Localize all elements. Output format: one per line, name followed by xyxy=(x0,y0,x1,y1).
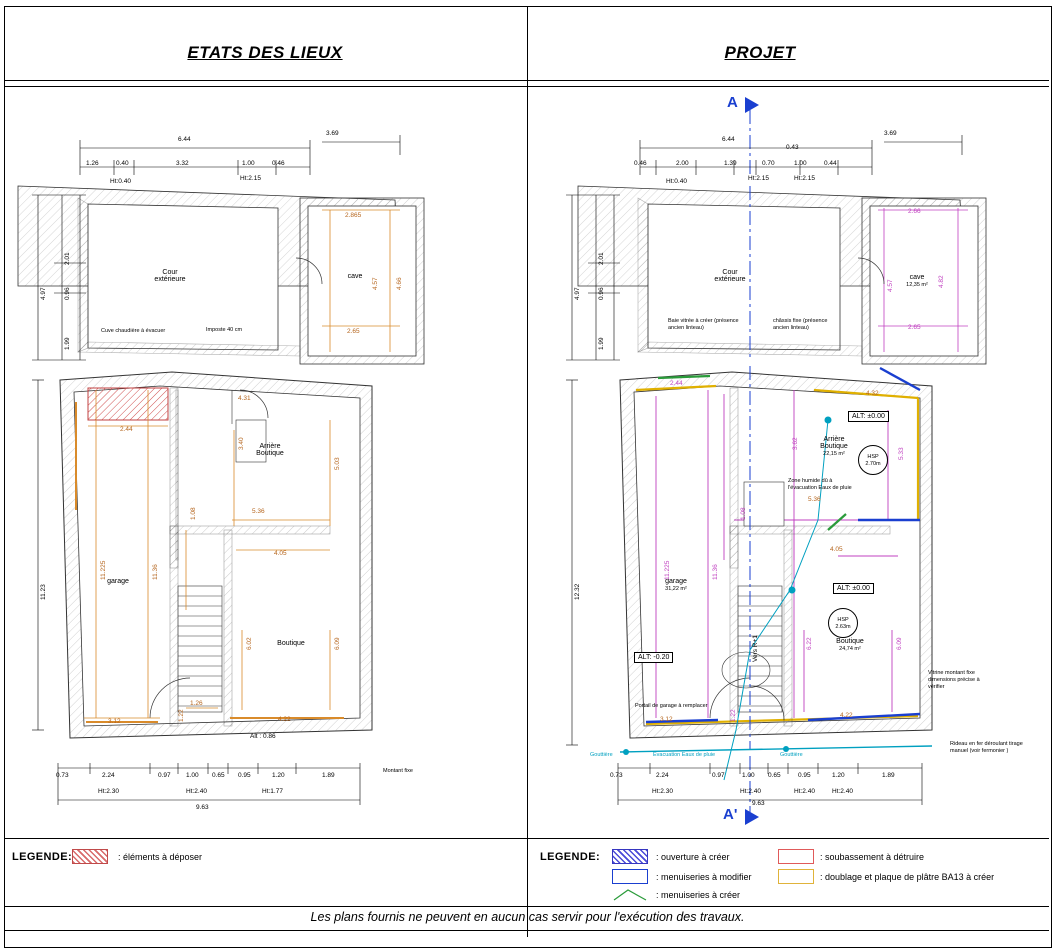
room-label-arriere-boutique: Arrière Boutique xyxy=(256,443,284,457)
note-gouttiere-left: Gouttière xyxy=(590,752,613,758)
r-dim-left-096: 0.96 xyxy=(598,287,605,300)
dim-alt-086: Alt : 0.86 xyxy=(250,733,276,740)
r-dim-int-312: 3.12 xyxy=(660,716,673,723)
r-dim-int-457: 4.57 xyxy=(887,279,894,292)
panel-title-right: PROJET xyxy=(724,43,796,62)
dim-b-100: 1.00 xyxy=(186,772,199,779)
r-dim-b-120: 1.20 xyxy=(832,772,845,779)
r-dim-b-ht240b: Ht:2.40 xyxy=(794,788,815,795)
r-dim-b-097: 0.97 xyxy=(712,772,725,779)
legend-swatch-menuiseries-a-creer xyxy=(612,888,648,902)
legend-text-ouverture-a-creer: : ouverture à créer xyxy=(656,852,730,862)
r-dim-int-244: 2.44 xyxy=(670,380,683,387)
hsp-badge-1: HSP 2.70m xyxy=(858,445,888,475)
hsp-badge-2: HSP 2.63m xyxy=(828,608,858,638)
r-dim-left-199: 1.99 xyxy=(598,337,605,350)
dim-int-466: 4.66 xyxy=(396,277,403,290)
r-dim-top-200: 2.00 xyxy=(676,160,689,167)
dim-top-126: 1.26 xyxy=(86,160,99,167)
room-label-cour-projet: Cour extérieure xyxy=(714,269,746,283)
r-dim-int-422: 4.22 xyxy=(840,712,853,719)
dim-ht-040: Ht:0.40 xyxy=(110,178,131,185)
legend-swatch-menuiseries-a-modifier xyxy=(612,869,648,884)
dim-int-244: 2.44 xyxy=(120,426,133,433)
dim-int-422: 4.22 xyxy=(278,716,291,723)
legend-label-right: LEGENDE: xyxy=(540,851,601,863)
dim-b-120: 1.20 xyxy=(272,772,285,779)
r-dim-int-432: 4.32 xyxy=(866,390,879,397)
dim-b-073: 0.73 xyxy=(56,772,69,779)
panel-title-left: ETATS DES LIEUX xyxy=(187,43,343,62)
r-dim-ht-215b: Ht:2.15 xyxy=(794,175,815,182)
dim-b-224: 2.24 xyxy=(102,772,115,779)
dim-left-201: 2.01 xyxy=(64,252,71,265)
r-dim-int-482: 4.82 xyxy=(938,275,945,288)
r-dim-top-644: 6.44 xyxy=(722,136,735,143)
dim-b-097: 0.97 xyxy=(158,772,171,779)
room-label-cour: Cour extérieure xyxy=(154,269,186,283)
dim-int-11225: 11.225 xyxy=(100,560,107,580)
legend-text-doublage-ba13: : doublage et plaque de plâtre BA13 à créer xyxy=(820,872,995,882)
legend-text-elements-a-deposer: : éléments à déposer xyxy=(118,852,203,862)
room-label-arriere-boutique-projet: Arrière Boutique 22,15 m² xyxy=(820,436,848,457)
r-dim-b-ht240c: Ht:2.40 xyxy=(832,788,853,795)
r-dim-left-1232: 12.32 xyxy=(574,583,581,600)
dim-left-199: 1.99 xyxy=(64,337,71,350)
note-vers-r1: Vers R+1 xyxy=(752,635,759,662)
legend-text-soubassement-a-detruire: : soubassement à détruire xyxy=(820,852,925,862)
dim-int-265: 2.65 xyxy=(347,328,360,335)
section-marker-a: A xyxy=(727,94,738,111)
dim-int-126: 1.26 xyxy=(190,700,203,707)
r-dim-b-095: 0.95 xyxy=(798,772,811,779)
dim-top-332: 3.32 xyxy=(176,160,189,167)
dim-int-108: 1.08 xyxy=(190,507,197,520)
dim-int-1136: 11.36 xyxy=(152,564,159,580)
r-dim-ht-040: Ht:0.40 xyxy=(666,178,687,185)
r-dim-int-11225: 11.225 xyxy=(664,560,671,580)
r-dim-top-070: 0.70 xyxy=(762,160,775,167)
note-chassis-fixe: châssis fixe (présence ancien linteau) xyxy=(773,318,828,331)
r-dim-b-189: 1.89 xyxy=(882,772,895,779)
dim-left-096: 0.96 xyxy=(64,287,71,300)
footer-note: Les plans fournis ne peuvent en aucun cas servir pour l'exécution des travaux. xyxy=(310,910,745,924)
room-label-cave: cave xyxy=(347,273,363,280)
section-arrow-a xyxy=(745,97,765,115)
note-portail-garage: Portail de garage à remplacer xyxy=(635,703,708,709)
note-montant-fixe: Montant fixe xyxy=(383,768,413,774)
r-dim-top-043: 0.43 xyxy=(786,144,799,151)
alt-box-2: ALT: ±0.00 xyxy=(833,583,874,594)
legend-text-menuiseries-a-modifier: : menuiseries à modifier xyxy=(656,872,752,882)
r-dim-int-609: 6.09 xyxy=(896,637,903,650)
note-evacuation-eaux: Evacuation Eaux de pluie xyxy=(653,752,716,758)
r-dim-b-ht240a: Ht:2.40 xyxy=(740,788,761,795)
dim-int-340: 3.40 xyxy=(238,437,245,450)
r-dim-int-266: 2.66 xyxy=(908,208,921,215)
section-marker-a-prime: A' xyxy=(723,806,738,823)
alt-box-1: ALT: ±0.00 xyxy=(848,411,889,422)
left-vertical-dimension-lines xyxy=(14,185,134,825)
r-dim-top-139: 1.39 xyxy=(724,160,737,167)
dim-b-065: 0.65 xyxy=(212,772,225,779)
room-label-garage: garage xyxy=(107,578,129,585)
note-rideau-fer: Rideau en fer déroulant tirage manuel (voir fermonier ) xyxy=(950,741,1023,754)
r-dim-b-073: 0.73 xyxy=(610,772,623,779)
dim-top-369: 3.69 xyxy=(326,130,339,137)
dim-int-122: 1.22 xyxy=(178,709,185,722)
dim-int-602: 6.02 xyxy=(246,637,253,650)
r-dim-int-1136: 11.36 xyxy=(712,564,719,580)
r-dim-b-100: 1.00 xyxy=(742,772,755,779)
dim-b-189: 1.89 xyxy=(322,772,335,779)
alt-box-3: ALT: -0.20 xyxy=(634,652,673,663)
r-dim-int-122: 1.22 xyxy=(730,709,737,722)
r-dim-int-265: 2.65 xyxy=(908,324,921,331)
r-dim-b-ht230: Ht:2.30 xyxy=(652,788,673,795)
r-dim-top-369: 3.69 xyxy=(884,130,897,137)
legend-swatch-ouverture-a-creer xyxy=(612,849,648,864)
r-dim-int-108: 1.08 xyxy=(740,507,747,520)
legend-label-left: LEGENDE: xyxy=(12,851,73,863)
legend-swatch-doublage-ba13 xyxy=(778,869,814,884)
r-dim-b-065: 0.65 xyxy=(768,772,781,779)
r-dim-int-405: 4.05 xyxy=(830,546,843,553)
r-dim-b-total: 9.63 xyxy=(752,800,765,807)
room-label-boutique: Boutique xyxy=(277,640,305,647)
dim-top-100: 1.00 xyxy=(242,160,255,167)
r-dim-int-536: 5.36 xyxy=(808,496,821,503)
r-dim-b-224: 2.24 xyxy=(656,772,669,779)
note-cuve-chaudiere: Cuve chaudière à évacuer xyxy=(101,328,166,334)
note-gouttiere-right: Gouttière xyxy=(780,752,803,758)
dim-b-ht177: Ht:1.77 xyxy=(262,788,283,795)
r-dim-int-533: 5.33 xyxy=(898,447,905,460)
dim-top-040: 0.40 xyxy=(116,160,129,167)
dim-int-457: 4.57 xyxy=(372,277,379,290)
r-dim-top-046: 0.46 xyxy=(634,160,647,167)
legend-text-menuiseries-a-creer: : menuiseries à créer xyxy=(656,890,741,900)
dim-int-609: 6.09 xyxy=(334,637,341,650)
r-dim-ht-215a: Ht:2.15 xyxy=(748,175,769,182)
dim-int-536: 5.36 xyxy=(252,508,265,515)
legend-swatch-soubassement-a-detruire xyxy=(778,849,814,864)
dim-b-095: 0.95 xyxy=(238,772,251,779)
dim-b-ht230: Ht:2.30 xyxy=(98,788,119,795)
section-arrow-a-prime xyxy=(745,809,765,827)
room-label-garage-projet: garage 31,22 m² xyxy=(665,578,687,592)
dim-top-046: 0.46 xyxy=(272,160,285,167)
dim-int-2865: 2.865 xyxy=(345,212,362,219)
dim-b-total: 9.63 xyxy=(196,804,209,811)
r-dim-int-362: 3.62 xyxy=(792,437,799,450)
dim-ht-215: Ht:2.15 xyxy=(240,175,261,182)
dim-int-431: 4.31 xyxy=(238,395,251,402)
room-label-cave-projet: cave 12,35 m² xyxy=(906,274,928,288)
dim-int-312: 3.12 xyxy=(108,718,121,725)
dim-left-1123: 11.23 xyxy=(40,584,47,600)
r-dim-top-044: 0.44 xyxy=(824,160,837,167)
right-vertical-dimension-lines xyxy=(548,185,668,825)
dim-int-405: 4.05 xyxy=(274,550,287,557)
note-baie-vitree: Baie vitrée à créer (présence ancien linteau) xyxy=(668,318,739,331)
r-dim-top-100: 1.00 xyxy=(794,160,807,167)
dim-int-503: 5.03 xyxy=(334,457,341,470)
note-vitrine-montant: Vitrine montant fixe dimensions précise à vérifier xyxy=(928,670,980,690)
note-imposte: Imposte 40 cm xyxy=(206,327,243,333)
note-zone-humide: Zone humide dû à l'évacuation Eaux de pluie xyxy=(788,478,852,491)
legend-swatch-elements-a-deposer xyxy=(72,849,108,864)
r-dim-left-497: 4.97 xyxy=(574,287,581,300)
r-dim-left-201: 2.01 xyxy=(598,252,605,265)
dim-top-644: 6.44 xyxy=(178,136,191,143)
dim-left-497: 4.97 xyxy=(40,287,47,300)
r-dim-int-622: 6.22 xyxy=(806,637,813,650)
dim-b-ht240: Ht:2.40 xyxy=(186,788,207,795)
room-label-boutique-projet: Boutique 24,74 m² xyxy=(836,638,864,652)
